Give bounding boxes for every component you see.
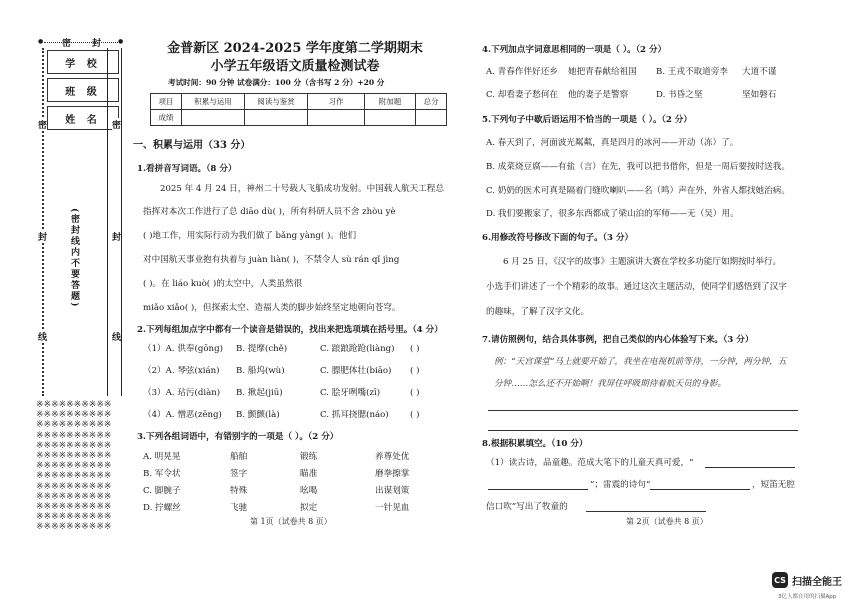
- q4-option: A. 青春作伴好还乡: [486, 67, 558, 77]
- question-title: 4.下列加点字词意思相同的一项是（ ）。（2 分）: [482, 45, 667, 55]
- seal-mark: 线: [112, 330, 121, 343]
- score-cell[interactable]: [245, 110, 308, 126]
- binding-note: (密封线内不要答题): [69, 208, 79, 309]
- name-field[interactable]: 姓 名: [47, 106, 119, 130]
- q8-text: ，短笛无腔: [752, 480, 795, 490]
- q2-option: C. 膘肥体壮(biāo): [320, 366, 392, 376]
- q1-text-line: 对中国航天事业抱有执着与 juàn liàn( )，不禁令人 sù rán qǐ jìng: [143, 255, 400, 265]
- seal-pattern: ※※※※※※※※※※ ※※※※※※※※※※ ※※※※※※※※※※ ※※※※※※※※※※ ※※※※※※※※※※ ※※※※※※※※※※ ※※※※※※※※※※ ※※※※※※※※※※ ※※※※※※※※※※ ※※※※※※※※※※ ※※※※※※※※※※ ※※※※※※※※※※ ※※※※※※※※※※: [36, 400, 112, 533]
- q8-text: ”；雷震的诗句“: [590, 480, 651, 490]
- q4-option: 她把青春献给祖国: [568, 67, 637, 77]
- q3-word: 锻练: [300, 452, 318, 462]
- q3-word: 出谋划策: [375, 486, 410, 496]
- q2-option: （4）A. 憎恶(zēng): [143, 410, 222, 420]
- q4-option: 大道不谨: [742, 67, 777, 77]
- q4-option: B. 王戎不取道旁李: [656, 67, 728, 77]
- q7-answer-line[interactable]: [488, 430, 798, 431]
- q7-answer-line[interactable]: [488, 410, 798, 411]
- school-field[interactable]: 学 校: [47, 50, 119, 74]
- score-cell[interactable]: [308, 110, 365, 126]
- q3-option: C. 脚腕子: [143, 486, 181, 496]
- q3-word: 船舶: [230, 452, 248, 462]
- page-footer: 第 2页（试卷共 8 页）: [626, 517, 708, 526]
- q8-text: （1）读古诗，品童趣。范成大笔下的儿童天真可爱，“: [486, 458, 694, 468]
- q8-answer-blank[interactable]: [650, 489, 750, 490]
- q2-answer-blank[interactable]: ( ): [410, 344, 420, 354]
- exam-info: 考试时间：90 分钟 试卷满分：100 分（含书写 2 分）+20 分: [168, 78, 385, 87]
- q4-option: 他的妻子是警察: [568, 90, 629, 100]
- binding-top-dot: ●: [38, 38, 44, 45]
- q4-option: C. 却看妻子愁何在: [486, 90, 558, 100]
- q1-text-line: 2025 年 4 月 24 日，神州二十号载人飞船成功发射。中国载人航天工程总: [160, 184, 444, 194]
- scanner-watermark: [772, 572, 842, 588]
- watermark-tagline: 3亿人都在用的扫描App: [778, 594, 837, 600]
- question-title: 8.根据积累填空。（10 分）: [482, 439, 588, 449]
- seal-mark: 密: [112, 118, 121, 131]
- q3-option: B. 军令状: [143, 469, 181, 479]
- binding-top-dot: ●: [118, 38, 124, 45]
- watermark-brand: 扫描全能王: [792, 576, 842, 588]
- question-title: 5.下列句子中歇后语运用不恰当的一项是（ ）。（2 分）: [482, 115, 692, 125]
- binding-solid-line: [107, 48, 108, 396]
- q1-text-line: miǎo xiǎo( )，但探索太空、造福人类的脚步始终坚定地朝向苍穹。: [143, 303, 401, 313]
- score-header: 附加题: [365, 94, 416, 110]
- q2-option: （3）A. 玷污(diàn): [143, 388, 221, 398]
- q2-option: B. 提摩(chě): [236, 344, 288, 354]
- q3-word: 养尊处优: [375, 452, 410, 462]
- score-header: 习作: [308, 94, 365, 110]
- section-heading: 一、积累与运用（33 分）: [133, 140, 251, 151]
- q2-option: C. 脍牙咧嘴(zī): [320, 388, 381, 398]
- q3-option: D. 拧螺丝: [143, 503, 181, 513]
- q6-text-line: 6 月 25 日，《汉字的故事》主题演讲大赛在学校多功能厅如期按时举行。: [503, 257, 782, 267]
- score-header: 阅读与鉴赏: [245, 94, 308, 110]
- q3-word: 拟定: [300, 503, 318, 513]
- q6-text-line: 的趣味，了解了汉字文化。: [486, 307, 590, 317]
- q2-answer-blank[interactable]: ( ): [410, 410, 420, 420]
- q7-example: 分钟……怎么还不开始啊！我屏住呼吸期待着航天员的身影。: [494, 379, 727, 389]
- question-title: 3.下列各组词语中，有错别字的一项是（ ）。（2 分）: [137, 432, 339, 442]
- q2-option: （1）A. 供奉(gōng): [143, 344, 223, 354]
- q5-option: B. 成菜烧豆腐——有盐（言）在先，我可以把书借你，但是一周后要按时送我。: [486, 162, 790, 172]
- question-title: 6.用修改符号修改下面的句子。（3 分）: [482, 233, 634, 243]
- binding-top-mark: 封: [92, 39, 102, 49]
- seal-mark: 封: [112, 230, 121, 243]
- score-row-label: 成绩: [151, 110, 182, 126]
- binding-top-line: [44, 42, 118, 43]
- q8-answer-blank[interactable]: [586, 511, 706, 512]
- q5-option: A. 春天到了，河面波光粼粼，真是四月的冰河——开动（冻）了。: [486, 138, 739, 148]
- question-title: 2.下列每组加点字中都有一个读音是错误的，找出来把选项填在括号里。（4 分）: [137, 325, 443, 335]
- class-field[interactable]: 班 级: [47, 78, 119, 102]
- binding-solid-line: [121, 48, 122, 396]
- camscanner-icon: CS: [772, 572, 788, 588]
- q1-text-line: ( )。在 liáo kuò( )的太空中，人类虽然很: [143, 279, 303, 289]
- q3-word: 特殊: [230, 486, 248, 496]
- q2-option: C. 抓耳挠腮(náo): [320, 410, 389, 420]
- q5-option: D. 我们要搬家了，很多东西都成了梁山泊的军师——无（吴）用。: [486, 209, 739, 219]
- q3-word: 吆喝: [300, 486, 318, 496]
- seal-mark: 封: [38, 230, 47, 243]
- q2-answer-blank[interactable]: ( ): [410, 388, 420, 398]
- q2-option: B. 船坞(wù): [236, 366, 285, 376]
- binding-dotted-line: [42, 48, 44, 396]
- q3-word: 一针见血: [375, 503, 410, 513]
- q3-word: 瞄准: [300, 469, 318, 479]
- q2-option: B. 揪起(jiū): [236, 388, 283, 398]
- q8-answer-blank[interactable]: [488, 489, 588, 490]
- score-header: 积累与运用: [182, 94, 245, 110]
- q1-text-line: ( )地工作，用实际行动为我们做了 bǎng yàng( )。他们: [143, 231, 357, 241]
- q6-text-line: 小选手们讲述了一个个精彩的故事。通过这次主题活动，使同学们感悟到了汉字: [486, 282, 787, 292]
- binding-top-mark: 密: [62, 39, 72, 49]
- q8-text: 信口吹”写出了牧童的: [486, 502, 568, 512]
- q8-answer-blank[interactable]: [705, 467, 795, 468]
- q2-answer-blank[interactable]: ( ): [410, 366, 420, 376]
- q5-option: C. 奶奶的医术可真是隔着门缝吹喇叭——名（鸣）声在外，外省人都找她治病。: [486, 186, 790, 196]
- score-cell[interactable]: [365, 110, 416, 126]
- score-cell[interactable]: [416, 110, 447, 126]
- score-table: [150, 93, 447, 126]
- seal-mark: 密: [38, 118, 47, 131]
- score-cell[interactable]: [182, 110, 245, 126]
- q3-option: A. 明晃晃: [143, 452, 181, 462]
- q2-option: C. 踉踉跄跄(liàng): [320, 344, 395, 354]
- q4-option: D. 书昏之坚: [656, 90, 703, 100]
- q4-option: 坚如磐石: [742, 90, 777, 100]
- score-header: 项目: [151, 94, 182, 110]
- score-header: 总分: [416, 94, 447, 110]
- q3-word: 磨拳擦掌: [375, 469, 410, 479]
- page-footer: 第 1页（试卷共 8 页）: [250, 517, 332, 526]
- question-title: 7.请仿照例句，结合具体事例，把自己类似的内心体验写下来。（3 分）: [482, 335, 754, 345]
- question-title: 1.看拼音写词语。（8 分）: [137, 164, 237, 174]
- q7-example: 例：“天宫课堂”马上就要开始了，我坐在电视机前等待，一分钟，两分钟，五: [494, 357, 787, 367]
- q2-option: （2）A. 琴弦(xián): [143, 366, 220, 376]
- q2-option: B. 颤颤(là): [236, 410, 280, 420]
- q1-text-line: 指挥对本次工作进行了总 diāo dù( )，所有科研人员不舍 zhòu yè: [143, 207, 396, 217]
- q3-word: 飞驰: [230, 503, 248, 513]
- q3-word: 签字: [230, 469, 248, 479]
- exam-subtitle: 小学五年级语文质量检测试卷: [210, 59, 380, 74]
- seal-mark: 线: [38, 330, 47, 343]
- exam-title: 金普新区 2024-2025 学年度第二学期期末: [167, 41, 423, 56]
